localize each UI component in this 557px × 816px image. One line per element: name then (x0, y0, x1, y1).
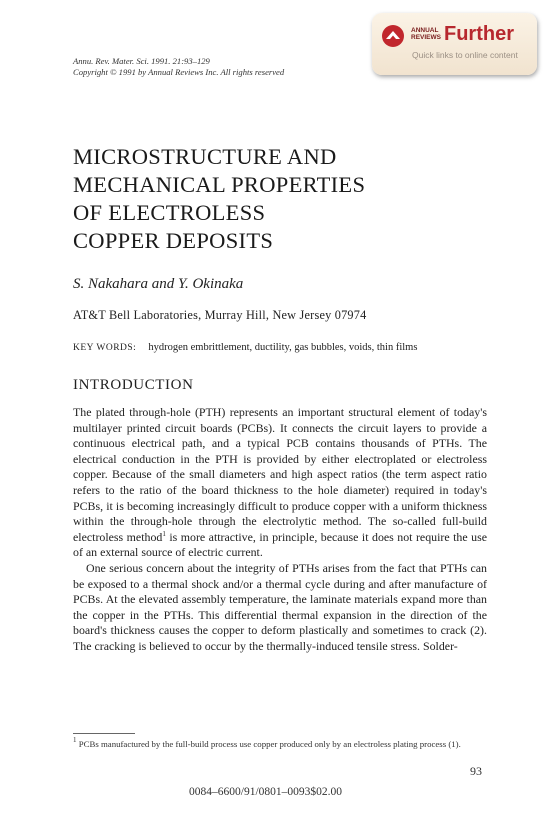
keywords-list: hydrogen embrittlement, ductility, gas bubbles, voids, thin films (148, 342, 418, 353)
keywords-label: KEY WORDS: (73, 343, 137, 353)
badge-subtitle: Quick links to online content (412, 50, 518, 60)
badge-title: Further (444, 23, 514, 45)
badge-publisher: ANNUAL REVIEWS (411, 27, 441, 41)
footnote-marker: 1 (162, 529, 166, 538)
journal-info (73, 56, 284, 78)
article-code: 0084–6600/91/0801–0093$02.00 (189, 786, 343, 798)
title-line: MICROSTRUCTURE AND (73, 144, 337, 169)
footnote-text: PCBs manufactured by the full-build process use copper produced only by an electroless plating process (1). (78, 739, 461, 749)
section-heading: INTRODUCTION (73, 377, 194, 393)
journal-copyright: Copyright © 1991 by Annual Reviews Inc. All rights reserved (73, 67, 285, 77)
journal-citation: Annu. Rev. Mater. Sci. 1991. 21:93–129 (73, 56, 210, 66)
footnote-divider (73, 733, 135, 734)
title-line: MECHANICAL PROPERTIES (73, 172, 366, 197)
further-badge[interactable] (372, 13, 537, 75)
footnote (73, 738, 487, 750)
body-text (73, 405, 487, 655)
authors: S. Nakahara and Y. Okinaka (73, 276, 244, 292)
title-line: OF ELECTROLESS (73, 200, 266, 225)
paragraph: One serious concern about the integrity of PTHs arises from the fact that PTHs can be exposed to a thermal shock and/or a thermal cycle during and after manufacture of PCBs. At the elevated assembly temperature, the laminate materials expand more than the copper in the PTHs. This differential thermal expansion in the direction of the board's thickness causes the copper to deform plastically and sometimes to crack (2). The cracking is believed to occur by the thermally-induced tensile stress. Solder- (73, 560, 487, 653)
footnote-number: 1 (73, 736, 77, 744)
article-title (73, 143, 365, 255)
keywords (73, 342, 417, 353)
title-line: COPPER DEPOSITS (73, 228, 274, 253)
affiliation: AT&T Bell Laboratories, Murray Hill, New Jersey 07974 (73, 308, 367, 322)
annual-reviews-logo-icon (381, 24, 405, 48)
paragraph: The plated through-hole (PTH) represents an important structural element of today's multilayer printed circuit boards (PCBs). It connects the circuit layers to provide a continuous electrical path, and a typical PCB contains thousands of PTHs. The electrical conduction in the PTH is provided by either electroplated or electroless copper. Because of the small diameters and high aspect ratios (the term aspect ratio refers to the ratio of the board thickness to the hole diameter) required in today's PCBs, it is becoming increasingly difficult to produce copper with a uniform thickness within the through-hole through the electrolytic method. The so-called full-build electroless method$^1$ is more attractive, in principle, because it does not require the use of an external source of electric current. (73, 405, 487, 560)
page-number: 93 (470, 764, 482, 778)
